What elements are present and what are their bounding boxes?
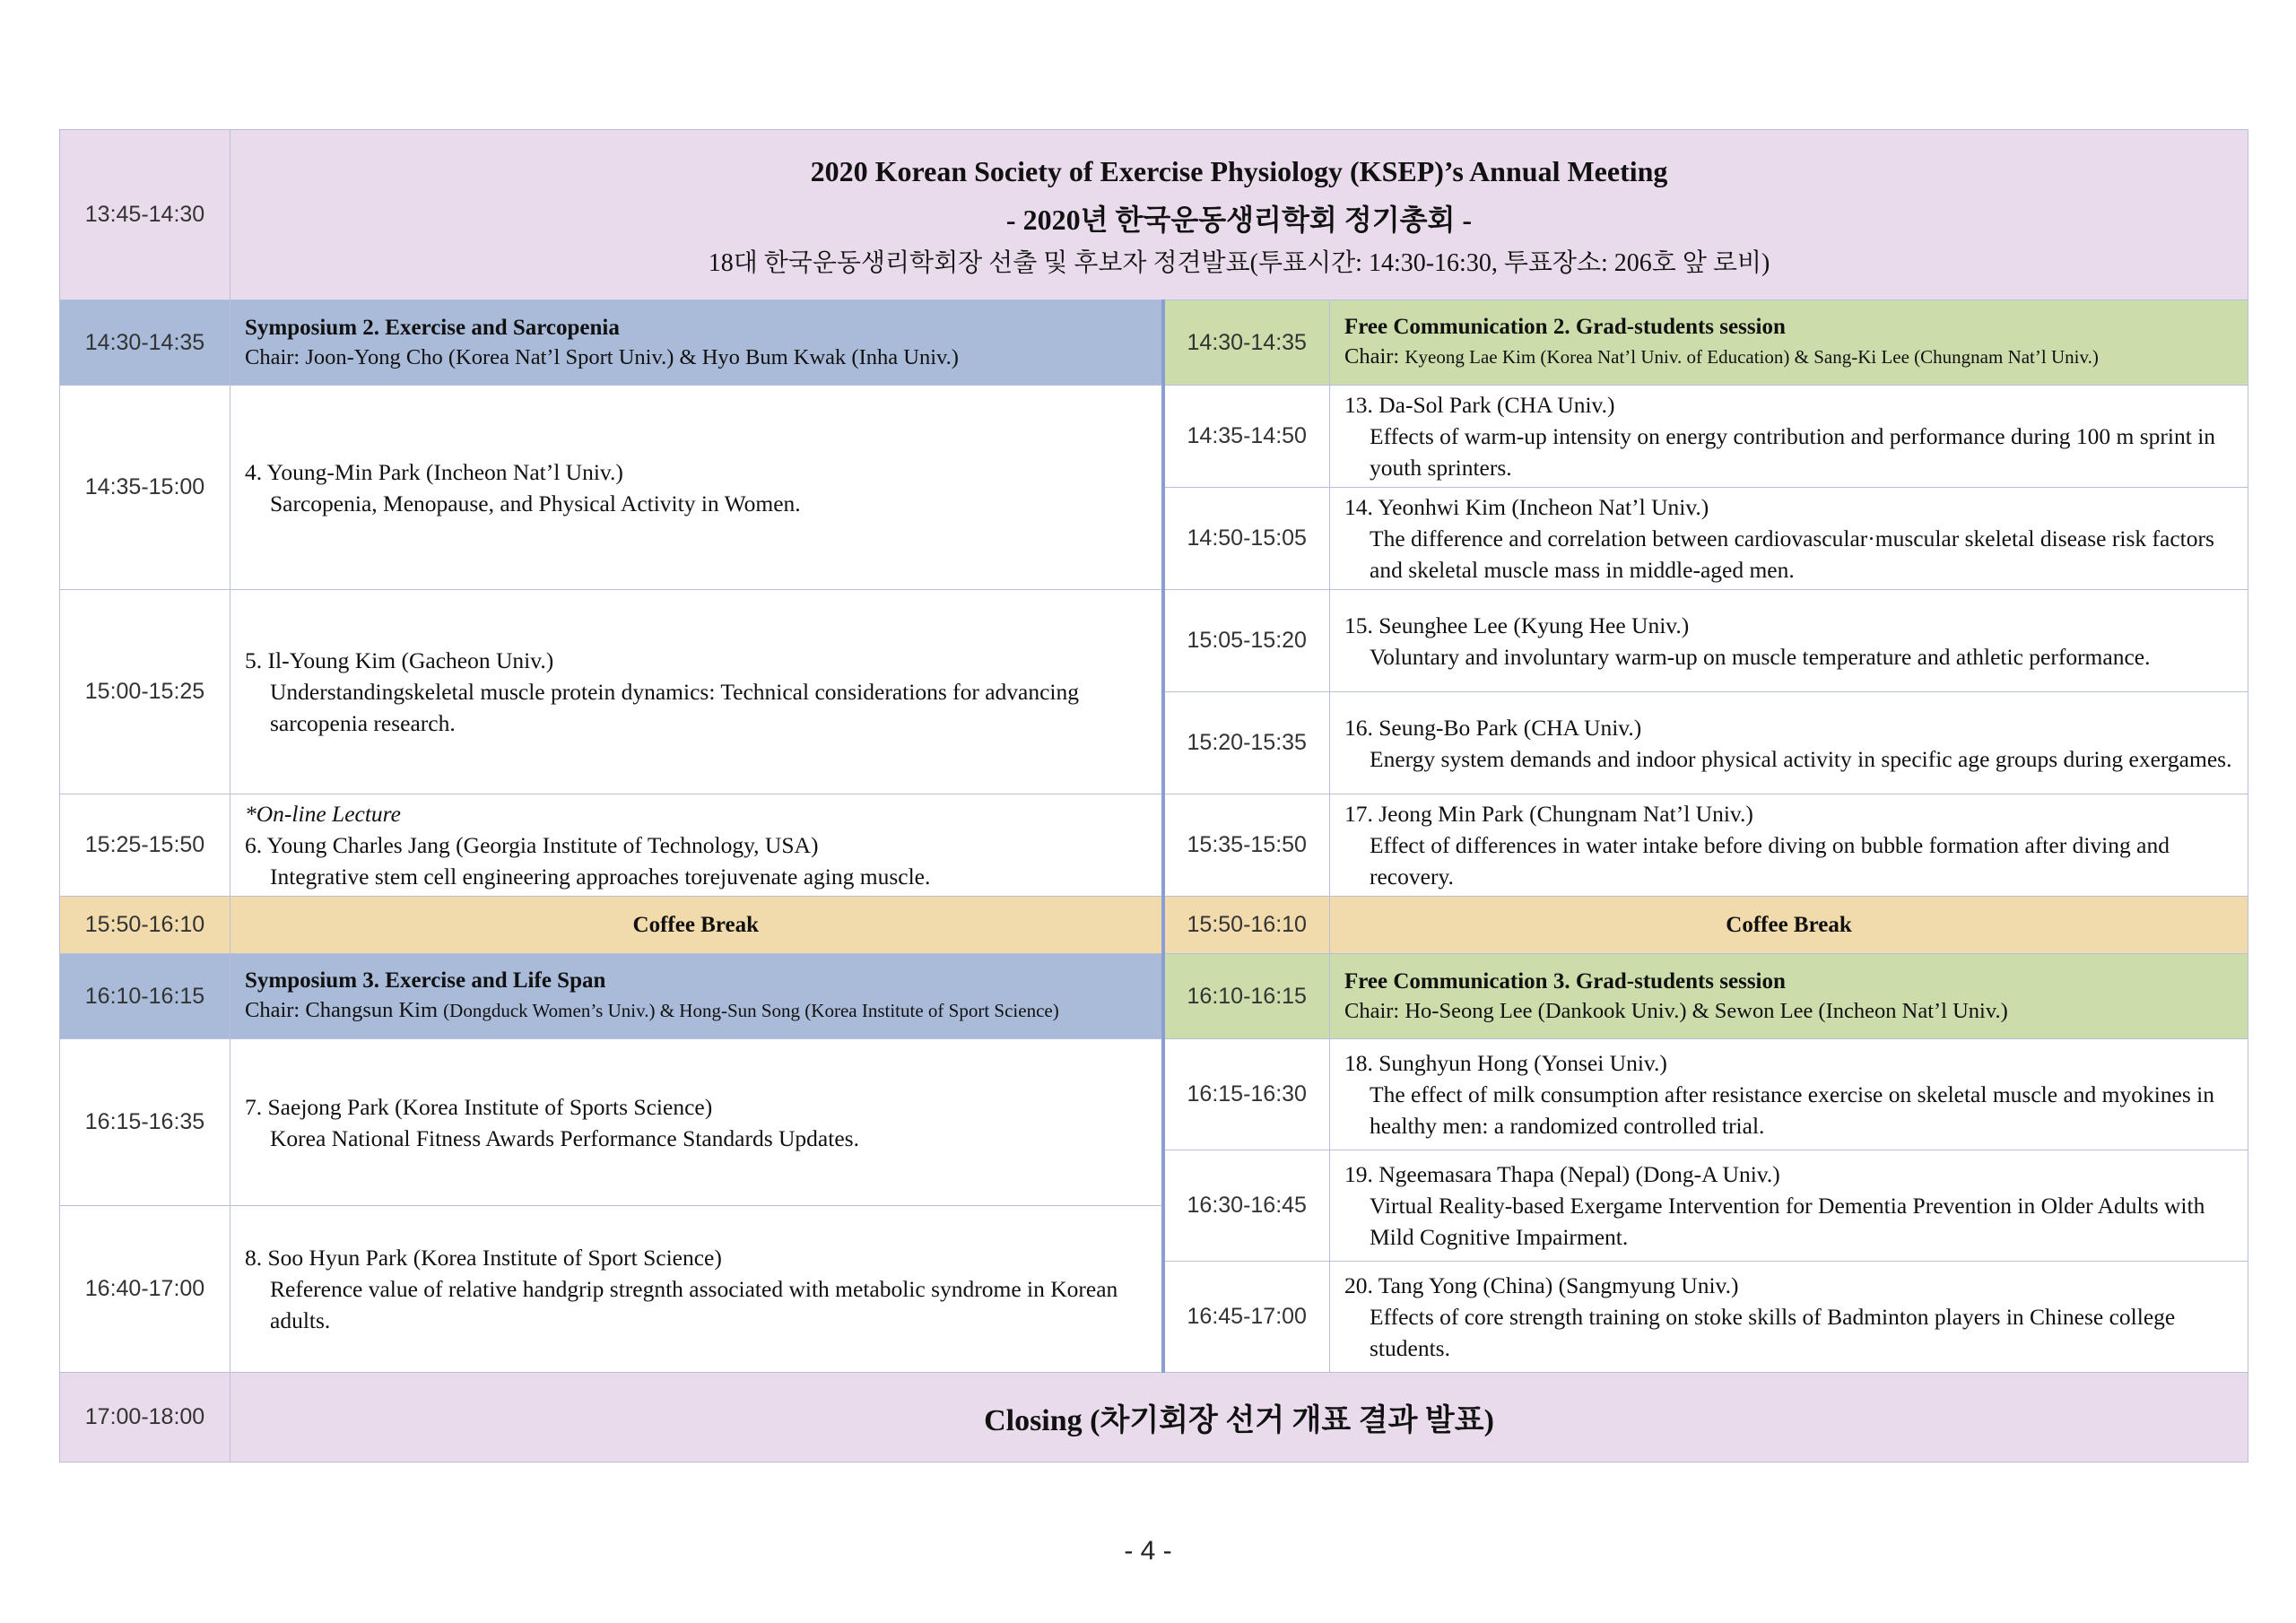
coffee-time-left: 15:50-16:10 [60, 897, 230, 954]
talk-time: 15:00-15:25 [60, 590, 230, 794]
fc2-chair-prefix: Chair: [1344, 344, 1405, 369]
talk-speaker: 15. Seunghee Lee (Kyung Hee Univ.) [1344, 612, 1690, 638]
session-header-row-2 [60, 954, 2248, 1039]
symposium3-chair [245, 995, 1147, 1026]
talk-time: 14:35-15:00 [60, 386, 230, 590]
fc2-header [1330, 300, 2248, 386]
talk-cell [1330, 1150, 2248, 1262]
page-number: - 4 - [1124, 1536, 1172, 1566]
talk-time: 15:35-15:50 [1163, 794, 1330, 897]
coffee-time-right: 15:50-16:10 [1163, 897, 1330, 954]
talk-title: Voluntary and involuntary warm-up on muscle temperature and athletic performance. [1370, 643, 2151, 670]
talk-time: 15:25-15:50 [60, 794, 230, 897]
talk-title: Virtual Reality-based Exergame Intervention for Dementia Prevention in Older Adults with Mild Cognitive Impairment. [1370, 1193, 2205, 1250]
talk-cell [230, 794, 1163, 897]
schedule-table [59, 129, 2248, 1462]
closing-time: 17:00-18:00 [60, 1373, 230, 1462]
meeting-time: 13:45-14:30 [60, 130, 230, 300]
talk-row [60, 1039, 2248, 1150]
talk-cell [1330, 386, 2248, 488]
talk-cell [1330, 794, 2248, 897]
fc3-time: 16:10-16:15 [1163, 954, 1330, 1039]
talk-title: The effect of milk consumption after resistance exercise on skeletal muscle and myokines in healthy men: a randomized controlled trial. [1370, 1081, 2215, 1139]
fc2-chair [1344, 342, 2233, 372]
talk-note: *On-line Lecture [245, 801, 401, 827]
talk-time: 16:15-16:30 [1163, 1039, 1330, 1150]
fc2-chair-names: Kyeong Lae Kim (Korea Nat’l Univ. of Education) & Sang-Ki Lee (Chungnam Nat’l Univ.) [1405, 346, 2099, 368]
symposium3-title: Symposium 3. Exercise and Life Span [245, 968, 606, 993]
talk-title: Understandingskeletal muscle protein dynamics: Technical considerations for advancing sarcopenia research. [270, 679, 1080, 736]
talk-time: 14:35-14:50 [1163, 386, 1330, 488]
closing-label: Closing (차기회장 선거 개표 결과 발표) [230, 1373, 2248, 1462]
fc3-header [1330, 954, 2248, 1039]
meeting-row [60, 130, 2248, 300]
talk-title: Integrative stem cell engineering approaches torejuvenate aging muscle. [270, 864, 931, 890]
symposium2-title: Symposium 2. Exercise and Sarcopenia [245, 315, 620, 340]
closing-row [60, 1373, 2248, 1462]
talk-speaker: 20. Tang Yong (China) (Sangmyung Univ.) [1344, 1272, 1739, 1298]
talk-title: Energy system demands and indoor physical activity in specific age groups during exergames. [1370, 745, 2232, 772]
talk-cell [1330, 590, 2248, 692]
talk-title: Sarcopenia, Menopause, and Physical Activity in Women. [270, 490, 801, 516]
talk-speaker: 7. Saejong Park (Korea Institute of Sports Science) [245, 1093, 713, 1120]
talk-title: Effect of differences in water intake before diving on bubble formation after diving and recovery. [1370, 832, 2170, 890]
talk-speaker: 18. Sunghyun Hong (Yonsei Univ.) [1344, 1050, 1667, 1076]
meeting-subtitle: 18대 한국운동생리학회장 선출 및 후보자 정견발표(투표시간: 14:30-16:30, 투표장소: 206호 앞 로비) [708, 248, 1770, 277]
fc2-title: Free Communication 2. Grad-students session [1344, 315, 1786, 339]
talk-title: Effects of warm-up intensity on energy contribution and performance during 100 m sprint in youth sprinters. [1370, 423, 2216, 481]
talk-title: Effects of core strength training on stoke skills of Badminton players in Chinese college students. [1370, 1304, 2176, 1361]
talk-speaker: 16. Seung-Bo Park (CHA Univ.) [1344, 714, 1642, 741]
talk-time: 14:50-15:05 [1163, 488, 1330, 590]
talk-time: 16:45-17:00 [1163, 1262, 1330, 1373]
coffee-break-left: Coffee Break [230, 897, 1163, 954]
talk-speaker: 19. Ngeemasara Thapa (Nepal) (Dong-A Univ.) [1344, 1161, 1780, 1187]
talk-speaker: 8. Soo Hyun Park (Korea Institute of Sport Science) [245, 1245, 722, 1271]
talk-cell [1330, 692, 2248, 794]
symposium2-time: 14:30-14:35 [60, 300, 230, 386]
talk-speaker: 5. Il-Young Kim (Gacheon Univ.) [245, 647, 554, 673]
talk-cell [1330, 488, 2248, 590]
symposium3-chair-names: (Dongduck Women’s Univ.) & Hong-Sun Song (Korea Institute of Sport Science) [443, 1000, 1059, 1021]
symposium3-time: 16:10-16:15 [60, 954, 230, 1039]
meeting-cell [230, 130, 2248, 300]
fc3-chair: Chair: Ho-Seong Lee (Dankook Univ.) & Sewon Lee (Incheon Nat’l Univ.) [1344, 998, 2008, 1023]
talk-title: Reference value of relative handgrip stregnth associated with metabolic syndrome in Korean adults. [270, 1276, 1118, 1333]
symposium3-header [230, 954, 1163, 1039]
coffee-break-right: Coffee Break [1330, 897, 2248, 954]
talk-title: The difference and correlation between cardiovascular·muscular skeletal disease risk factors and skeletal muscle mass in middle-aged men. [1370, 525, 2214, 583]
symposium2-chair: Chair: Joon-Yong Cho (Korea Nat’l Sport Univ.) & Hyo Bum Kwak (Inha Univ.) [245, 344, 959, 369]
fc2-time: 14:30-14:35 [1163, 300, 1330, 386]
symposium2-header [230, 300, 1163, 386]
talk-title: Korea National Fitness Awards Performance Standards Updates. [270, 1124, 859, 1151]
talk-time: 16:15-16:35 [60, 1039, 230, 1206]
talk-speaker: 6. Young Charles Jang (Georgia Institute of Technology, USA) [245, 832, 819, 858]
meeting-title-ko: - 2020년 한국운동생리학회 정기총회 - [1005, 203, 1473, 236]
talk-row [60, 386, 2248, 488]
talk-speaker: 13. Da-Sol Park (CHA Univ.) [1344, 392, 1615, 418]
talk-time: 16:30-16:45 [1163, 1150, 1330, 1262]
talk-speaker: 4. Young-Min Park (Incheon Nat’l Univ.) [245, 458, 623, 485]
coffee-break-row [60, 897, 2248, 954]
talk-cell [230, 386, 1163, 590]
talk-cell [230, 1039, 1163, 1206]
talk-cell [1330, 1039, 2248, 1150]
talk-cell [230, 590, 1163, 794]
meeting-title-en: 2020 Korean Society of Exercise Physiology (KSEP)’s Annual Meeting [810, 154, 1668, 187]
talk-row [60, 590, 2248, 692]
talk-time: 15:20-15:35 [1163, 692, 1330, 794]
talk-cell [1330, 1262, 2248, 1373]
talk-cell [230, 1206, 1163, 1373]
talk-row [60, 794, 2248, 897]
talk-time: 15:05-15:20 [1163, 590, 1330, 692]
fc3-title: Free Communication 3. Grad-students session [1344, 968, 1786, 994]
talk-time: 16:40-17:00 [60, 1206, 230, 1373]
talk-speaker: 14. Yeonhwi Kim (Incheon Nat’l Univ.) [1344, 494, 1709, 520]
symposium3-chair-prefix: Chair: Changsun Kim [245, 998, 444, 1022]
session-header-row-1 [60, 300, 2248, 386]
talk-speaker: 17. Jeong Min Park (Chungnam Nat’l Univ.) [1344, 801, 1753, 827]
